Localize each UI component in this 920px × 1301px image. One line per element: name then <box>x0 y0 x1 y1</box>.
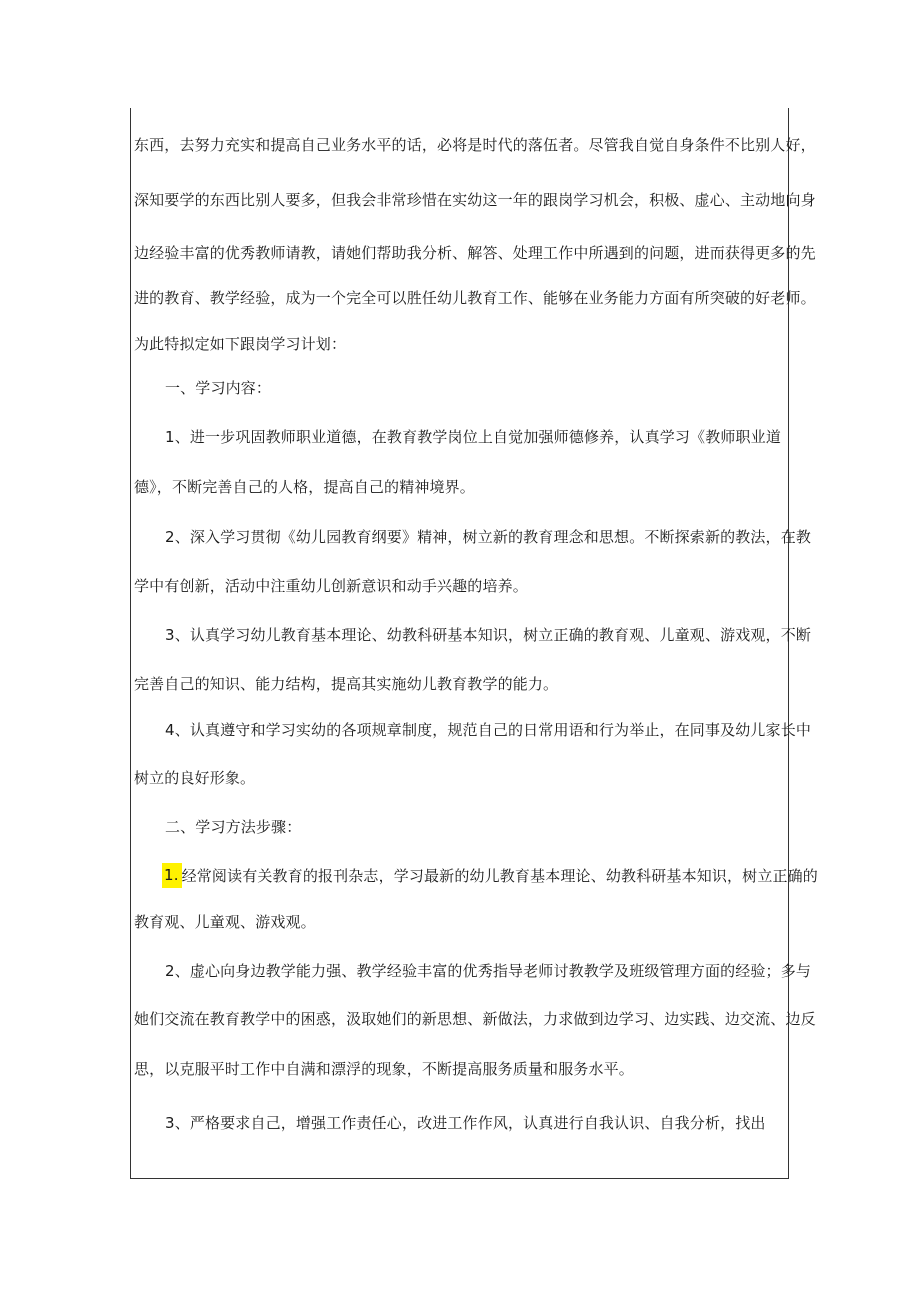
paragraph-line: 4、认真遵守和学习实幼的各项规章制度，规范自己的日常用语和行为举止，在同事及幼儿家长中 <box>165 721 811 739</box>
paragraph-line: 深知要学的东西比别人要多，但我会非常珍惜在实幼这一年的跟岗学习机会，积极、虚心、主动地向身 <box>134 191 816 209</box>
paragraph-line: 教育观、儿童观、游戏观。 <box>134 913 316 931</box>
paragraph-line: 2、深入学习贯彻《幼儿园教育纲要》精神，树立新的教育理念和思想。不断探索新的教法，在教 <box>165 528 811 546</box>
paragraph-line: 树立的良好形象。 <box>134 769 256 787</box>
paragraph-line: 她们交流在教育教学中的困惑，汲取她们的新思想、新做法，力求做到边学习、边实践、边交流、边反 <box>134 1010 816 1028</box>
paragraph-line: 边经验丰富的优秀教师请教，请她们帮助我分析、解答、处理工作中所遇到的问题，进而获得更多的先 <box>134 244 816 262</box>
paragraph-line: 为此特拟定如下跟岗学习计划： <box>134 335 347 353</box>
paragraph-line: 3、认真学习幼儿教育基本理论、幼教科研基本知识，树立正确的教育观、儿童观、游戏观，不断 <box>165 626 811 644</box>
paragraph-line: 3、严格要求自己，增强工作责任心，改进工作作风，认真进行自我认识、自我分析，找出 <box>165 1114 766 1132</box>
document-frame <box>130 108 818 1179</box>
paragraph-line: 东西，去努力充实和提高自己业务水平的话，必将是时代的落伍者。尽管我自觉自身条件不比别人好， <box>134 136 816 154</box>
section-heading: 二、学习方法步骤： <box>165 818 302 836</box>
paragraph-text: 经常阅读有关教育的报刊杂志，学习最新的幼儿教育基本理论、幼教科研基本知识，树立正确的 <box>181 867 818 885</box>
highlighted-number: 1. <box>162 863 182 888</box>
paragraph-line: 1、进一步巩固教师职业道德，在教育教学岗位上自觉加强师德修养，认真学习《教师职业道 <box>165 428 781 446</box>
paragraph-line: 学中有创新，活动中注重幼儿创新意识和动手兴趣的培养。 <box>134 577 528 595</box>
paragraph-line <box>164 866 818 888</box>
paragraph-line: 思，以克服平时工作中自满和漂浮的现象，不断提高服务质量和服务水平。 <box>134 1060 634 1078</box>
paragraph-line: 德》，不断完善自己的人格，提高自己的精神境界。 <box>134 478 475 496</box>
paragraph-line: 2、虚心向身边教学能力强、教学经验丰富的优秀指导老师讨教教学及班级管理方面的经验；多与 <box>165 962 811 980</box>
paragraph-line: 完善自己的知识、能力结构，提高其实施幼儿教育教学的能力。 <box>134 675 559 693</box>
section-heading: 一、学习内容： <box>165 379 272 397</box>
paragraph-line: 进的教育、教学经验，成为一个完全可以胜任幼儿教育工作、能够在业务能力方面有所突破的好老师。 <box>134 289 816 307</box>
